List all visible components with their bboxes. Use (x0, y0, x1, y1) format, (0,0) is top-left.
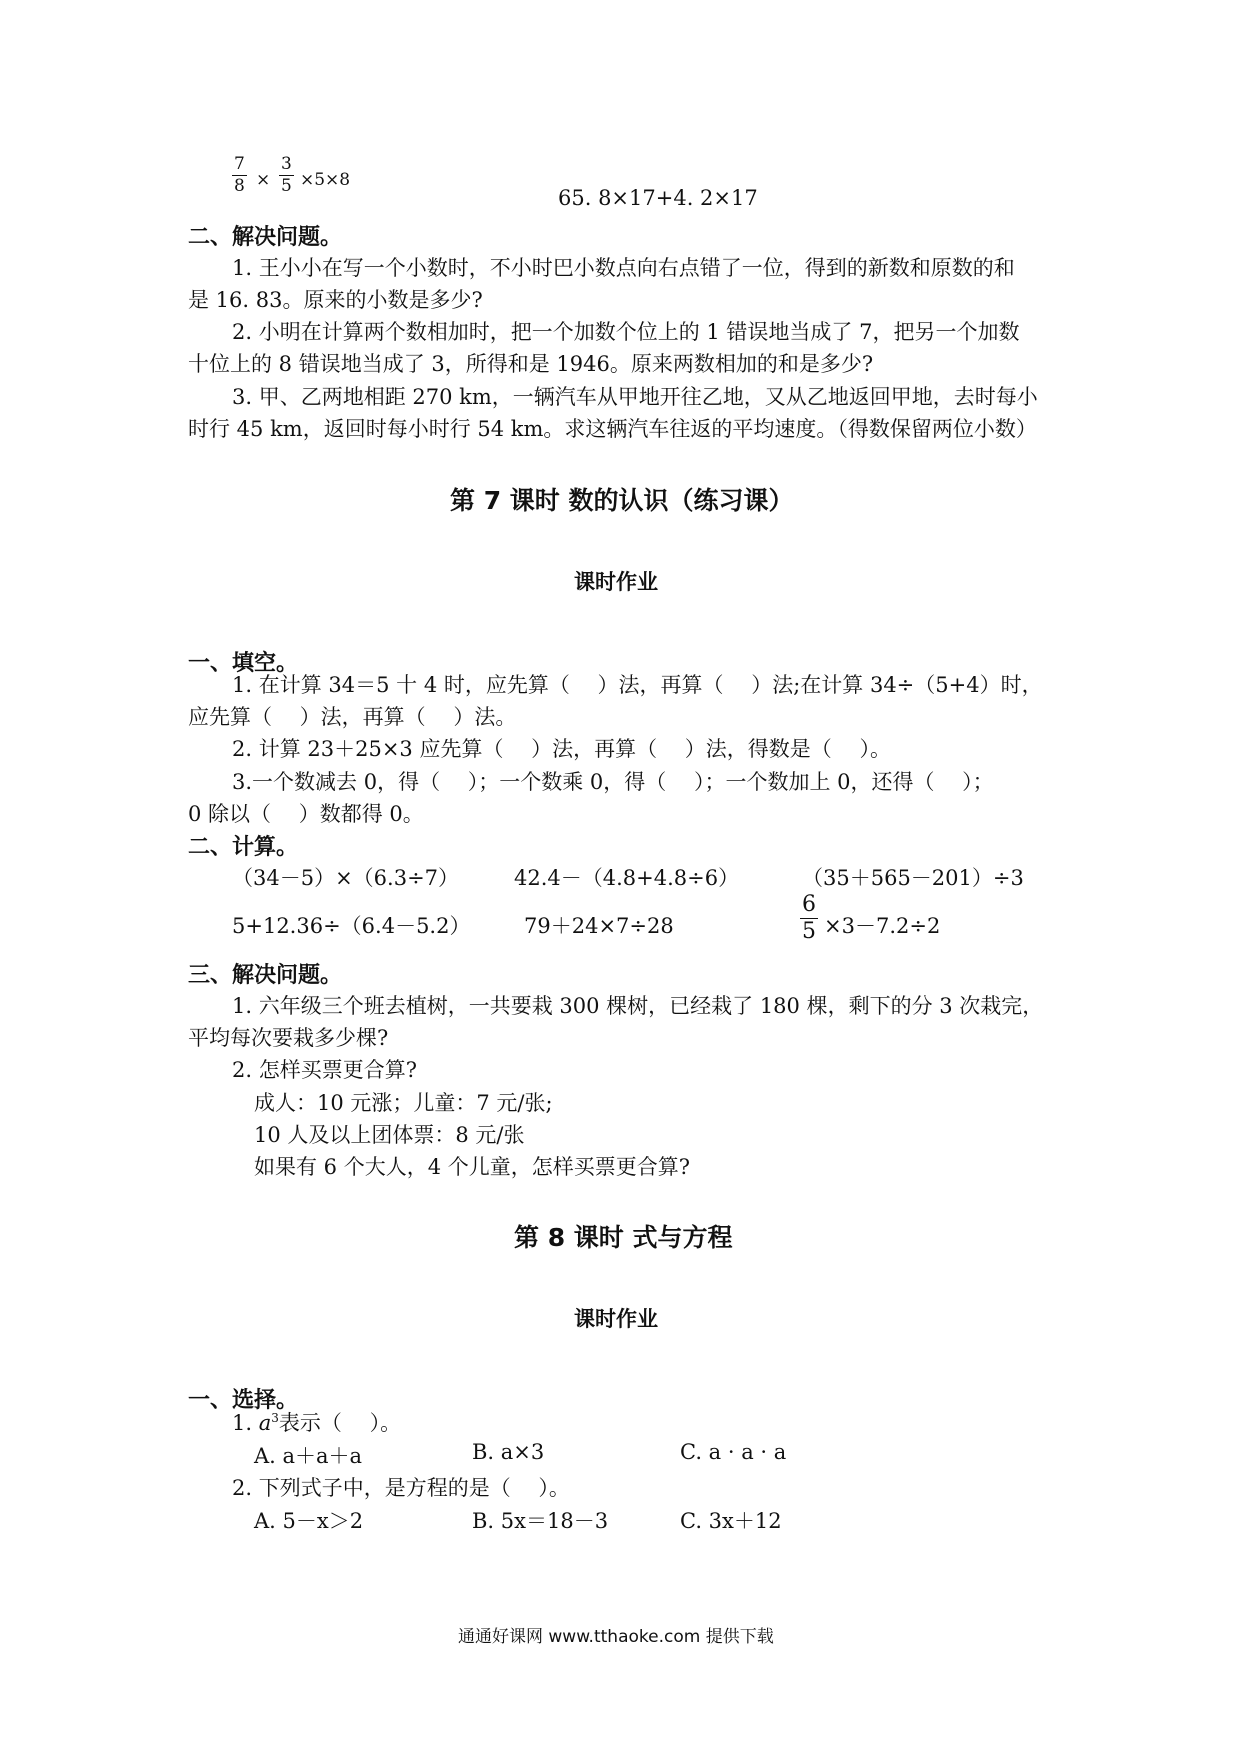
choice-q2-option-b: B. 5x＝18－3 (472, 1509, 609, 1533)
solve-q2-line-1: 成人：10 元涨；儿童：7 元/张; (254, 1091, 553, 1115)
section-heading-solve-prev: 二、解决问题。 (188, 225, 343, 250)
frac-denominator: 8 (234, 176, 245, 196)
solve-q1-line-1: 1. 六年级三个班去植树，一共要栽 300 棵树，已经栽了 180 棵，剩下的分 3 次栽完， (232, 994, 1044, 1018)
choice-q2: 2. 下列式子中，是方程的是（ ）。 (232, 1476, 570, 1500)
calc-r1c1: （34－5）×（6.3÷7） (232, 866, 460, 890)
calc-r2c3-rest: ×3－7.2÷2 (824, 914, 941, 938)
calc-expression-2: 65. 8×17+4. 2×17 (558, 186, 758, 210)
fraction-3-5 (279, 156, 294, 195)
frac-numerator: 3 (281, 154, 292, 174)
solve-q1-line-2: 平均每次要栽多少棵? (188, 1026, 389, 1050)
choice-q1-suffix: 表示（ ）。 (278, 1411, 402, 1435)
calc-r1c3: （35＋565－201）÷3 (802, 866, 1024, 890)
fill-q3-line-1: 3.一个数减去 0，得（ ）；一个数乘 0，得（ ）；一个数加上 0，还得（ ）； (232, 770, 994, 794)
frac-denominator: 5 (802, 919, 816, 944)
lesson-8-subtitle: 课时作业 (574, 1307, 658, 1331)
calc-r2c1: 5+12.36÷（6.4－5.2） (232, 914, 471, 938)
section-heading-solve: 三、解决问题。 (188, 963, 343, 988)
choice-q2-option-a: A. 5－x＞2 (254, 1509, 364, 1533)
choice-q1-option-c: C. a · a · a (680, 1440, 787, 1464)
lesson-7-subtitle: 课时作业 (574, 570, 658, 594)
choice-q1-option-b: B. a×3 (472, 1440, 545, 1464)
problem-2-line-1: 2. 小明在计算两个数相加时，把一个加数个位上的 1 错误地当成了 7，把另一个加数 (232, 320, 1020, 344)
problem-1-line-1: 1. 王小小在写一个小数时，不小时巴小数点向右点错了一位，得到的新数和原数的和 (232, 256, 1015, 280)
fill-q1-line-1: 1. 在计算 34＝5 十 4 时，应先算（ ）法，再算（ ）法;在计算 34÷（5+4）时， (232, 673, 1043, 697)
frac-denominator: 5 (281, 176, 292, 196)
fill-q2: 2. 计算 23＋25×3 应先算（ ）法，再算（ ）法，得数是（ ）。 (232, 737, 891, 761)
section-heading-calc: 二、计算。 (188, 835, 299, 860)
frac-numerator: 6 (802, 892, 816, 917)
fraction-7-8 (232, 156, 247, 195)
section-heading-fill: 一、填空。 (188, 651, 299, 676)
problem-1-line-2: 是 16. 83。原来的小数是多少? (188, 288, 483, 312)
fraction-6-5 (800, 894, 818, 943)
choice-q1 (232, 1407, 401, 1437)
calc-r1c2: 42.4－（4.8+4.8÷6） (514, 866, 740, 890)
choice-q2-option-c: C. 3x＋12 (680, 1509, 782, 1533)
solve-q2-line-2: 10 人及以上团体票：8 元/张 (254, 1123, 525, 1147)
page-footer[interactable]: 通通好课网 www.tthaoke.com 提供下载 (458, 1627, 774, 1647)
lesson-7-title: 第 7 课时 数的认识（练习课） (450, 486, 794, 515)
frac-numerator: 7 (234, 154, 245, 174)
fill-q3-line-2: 0 除以（ ）数都得 0。 (188, 802, 424, 826)
solve-q2-line-3: 如果有 6 个大人，4 个儿童，怎样买票更合算? (254, 1155, 691, 1179)
section-heading-choice: 一、选择。 (188, 1388, 299, 1413)
times-sign: × (256, 170, 271, 190)
calc-expression-1-rest: ×5×8 (300, 170, 351, 190)
problem-3-line-1: 3. 甲、乙两地相距 270 km，一辆汽车从甲地开往乙地，又从乙地返回甲地，去时每小 (232, 385, 1038, 409)
choice-q1-option-a: A. a＋a＋a (254, 1444, 363, 1468)
choice-q1-variable: a (258, 1411, 272, 1435)
fill-q1-line-2: 应先算（ ）法，再算（ ）法。 (188, 705, 517, 729)
problem-3-line-2: 时行 45 km，返回时每小时行 54 km。求这辆汽车往返的平均速度。（得数保留两位小数） (188, 417, 1037, 441)
calc-r2c2: 79＋24×7÷28 (524, 914, 674, 938)
lesson-8-title: 第 8 课时 式与方程 (514, 1223, 733, 1252)
choice-q1-prefix: 1. (232, 1411, 259, 1435)
choice-q1-exponent: 3 (271, 1411, 279, 1425)
solve-q2: 2. 怎样买票更合算? (232, 1058, 417, 1082)
problem-2-line-2: 十位上的 8 错误地当成了 3，所得和是 1946。原来两数相加的和是多少? (188, 352, 874, 376)
